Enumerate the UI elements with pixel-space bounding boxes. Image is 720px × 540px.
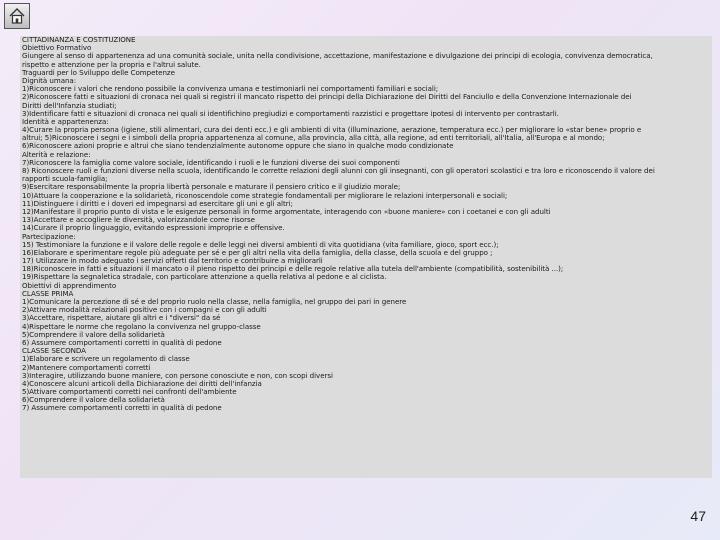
- text-line: 9)Esercitare responsabilmente la propria libertà personale e maturare il pensiero critico e il giudizio morale;: [22, 183, 401, 192]
- text-line: 16)Elaborare e sperimentare regole più adeguate per sé e per gli altri nella vita della famiglia, della classe, della scuola e del gruppo ;: [22, 248, 493, 257]
- text-line: 10)Attuare la cooperazione e la solidarietà, riconoscendole come strategie fondamentali per migliorare le relazioni interpersonali e sociali;: [22, 191, 508, 200]
- home-icon[interactable]: [4, 3, 30, 29]
- text-line: 18)Riconoscere in fatti e situazioni il mancato o il pieno rispetto dei principi e delle regole relative alla tutela dell'ambiente (compatibilità, sostenibilità ...);: [22, 265, 564, 274]
- text-line: 1)Elaborare e scrivere un regolamento di classe: [22, 355, 190, 364]
- text-line: Obiettivo Formativo: [22, 44, 92, 53]
- text-line: altrui; 5)Riconoscere i segni e i simboli della propria appartenenza al comune, alla provincia, alla città, alla regione, ad enti territoriali, all'Italia, all'Europa e al mondo;: [22, 134, 605, 143]
- text-line: Obiettivi di apprendimento: [22, 281, 117, 290]
- text-line: Partecipazione:: [22, 232, 76, 241]
- text-line: 12)Manifestare il proprio punto di vista e le esigenze personali in forme argomentate, interagendo con «buone maniere» con i coetanei e con gli adulti: [22, 207, 551, 216]
- text-line: 19)Rispettare la segnaletica stradale, con particolare attenzione a quella relativa al pedone e al ciclista.: [22, 273, 387, 282]
- text-line: CLASSE SECONDA: [22, 347, 86, 356]
- text-line: 4)Conoscere alcuni articoli della Dichiarazione dei diritti dell'infanzia: [22, 379, 262, 388]
- text-line: Giungere al senso di appartenenza ad una comunità sociale, unita nella condivisione, accettazione, manifestazione e divulgazione dei principi di ecologia, convivenza democratica,: [22, 52, 653, 61]
- text-line: 2)Riconoscere fatti e situazioni di cronaca nei quali si registri il mancato rispetto dei principi della Dichiarazione dei Diritti del Fanciullo e della Convenzione Internazionale dei: [22, 93, 632, 102]
- document-text-block: [20, 36, 712, 478]
- text-line: Dignità umana:: [22, 76, 77, 85]
- text-line: rispetto e attenzione per la propria e l'altrui salute.: [22, 60, 201, 69]
- text-line: 5)Comprendere il valore della solidarietà: [22, 330, 165, 339]
- text-line: 3)Identificare fatti e situazioni di cronaca nei quali si identifichino pregiudizi e comportamenti razzistici e progettare ipotesi di intervento per contrastarli.: [22, 109, 559, 118]
- text-line: Alterità e relazione:: [22, 150, 91, 159]
- text-line: 7) Assumere comportamenti corretti in qualità di pedone: [22, 404, 222, 413]
- text-line: 5)Attivare comportamenti corretti nei confronti dell'ambiente: [22, 388, 237, 397]
- text-line: 13)Accettare e accogliere le diversità, valorizzandole come risorse: [22, 216, 255, 225]
- text-line: 2)Mantenere comportamenti corretti: [22, 363, 151, 372]
- text-line: Diritti dell'Infanzia studiati;: [22, 101, 117, 110]
- text-line: 8) Riconoscere ruoli e funzioni diverse nella scuola, identificando le corrette relazioni degli alunni con gli insegnanti, con gli operatori scolastici e tra loro e riconoscendo il valore dei: [22, 167, 655, 175]
- text-line: 2)Attivare modalità relazionali positive con i compagni e con gli adulti: [22, 306, 267, 315]
- text-line: 11)Distinguere i diritti e i doveri ed impegnarsi ad esercitare gli uni e gli altri;: [22, 199, 293, 208]
- page-number: 47: [690, 508, 706, 524]
- text-line: 6)Riconoscere azioni proprie e altrui che siano tendenzialmente autonome oppure che siano in qualche modo condizionate: [22, 142, 454, 151]
- text-line: 1)Riconoscere i valori che rendono possibile la convivenza umana e testimoniarli nei comportamenti familiari e sociali;: [22, 85, 439, 94]
- text-line: Identità e appartenenza:: [22, 117, 109, 126]
- text-line: Traguardi per lo Sviluppo delle Competenze: [22, 68, 175, 77]
- text-line: CITTADINANZA E COSTITUZIONE: [22, 36, 136, 44]
- text-line: 14)Curare il proprio linguaggio, evitando espressioni improprie e offensive.: [22, 224, 285, 233]
- text-line: 7)Riconoscere la famiglia come valore sociale, identificando i ruoli e le funzioni diverse dei suoi componenti: [22, 158, 400, 167]
- text-line: 6)Comprendere il valore della solidarietà: [22, 396, 165, 405]
- text-line: 4)Rispettare le norme che regolano la convivenza nel gruppo-classe: [22, 322, 261, 331]
- text-line: 6) Assumere comportamenti corretti in qualità di pedone: [22, 338, 222, 347]
- text-line: 17) Utilizzare in modo adeguato i servizi offerti dal territorio e contribuire a migliorarli: [22, 257, 323, 266]
- text-line: rapporti scuola-famiglia;: [22, 175, 108, 184]
- text-line: 1)Comunicare la percezione di sé e del proprio ruolo nella classe, nella famiglia, nel gruppo dei pari in genere: [22, 298, 407, 306]
- text-line: 3)Accettare, rispettare, aiutare gli altri e i "diversi" da sé: [22, 314, 221, 323]
- text-line: 15) Testimoniare la funzione e il valore delle regole e delle leggi nei diversi ambienti di vita quotidiana (vita familiare, gioco, sport ecc.);: [22, 240, 499, 249]
- text-line: CLASSE PRIMA: [22, 289, 74, 298]
- home-icon-glyph: [8, 7, 26, 25]
- text-line: 3)Interagire, utilizzando buone maniere, con persone conosciute e non, con scopi diversi: [22, 371, 333, 380]
- text-line: 4)Curare la propria persona (igiene, stili alimentari, cura dei denti ecc.) e gli ambienti di vita (illuminazione, aerazione, temperatura ecc.) per migliorare lo «star bene» proprio e: [22, 126, 642, 135]
